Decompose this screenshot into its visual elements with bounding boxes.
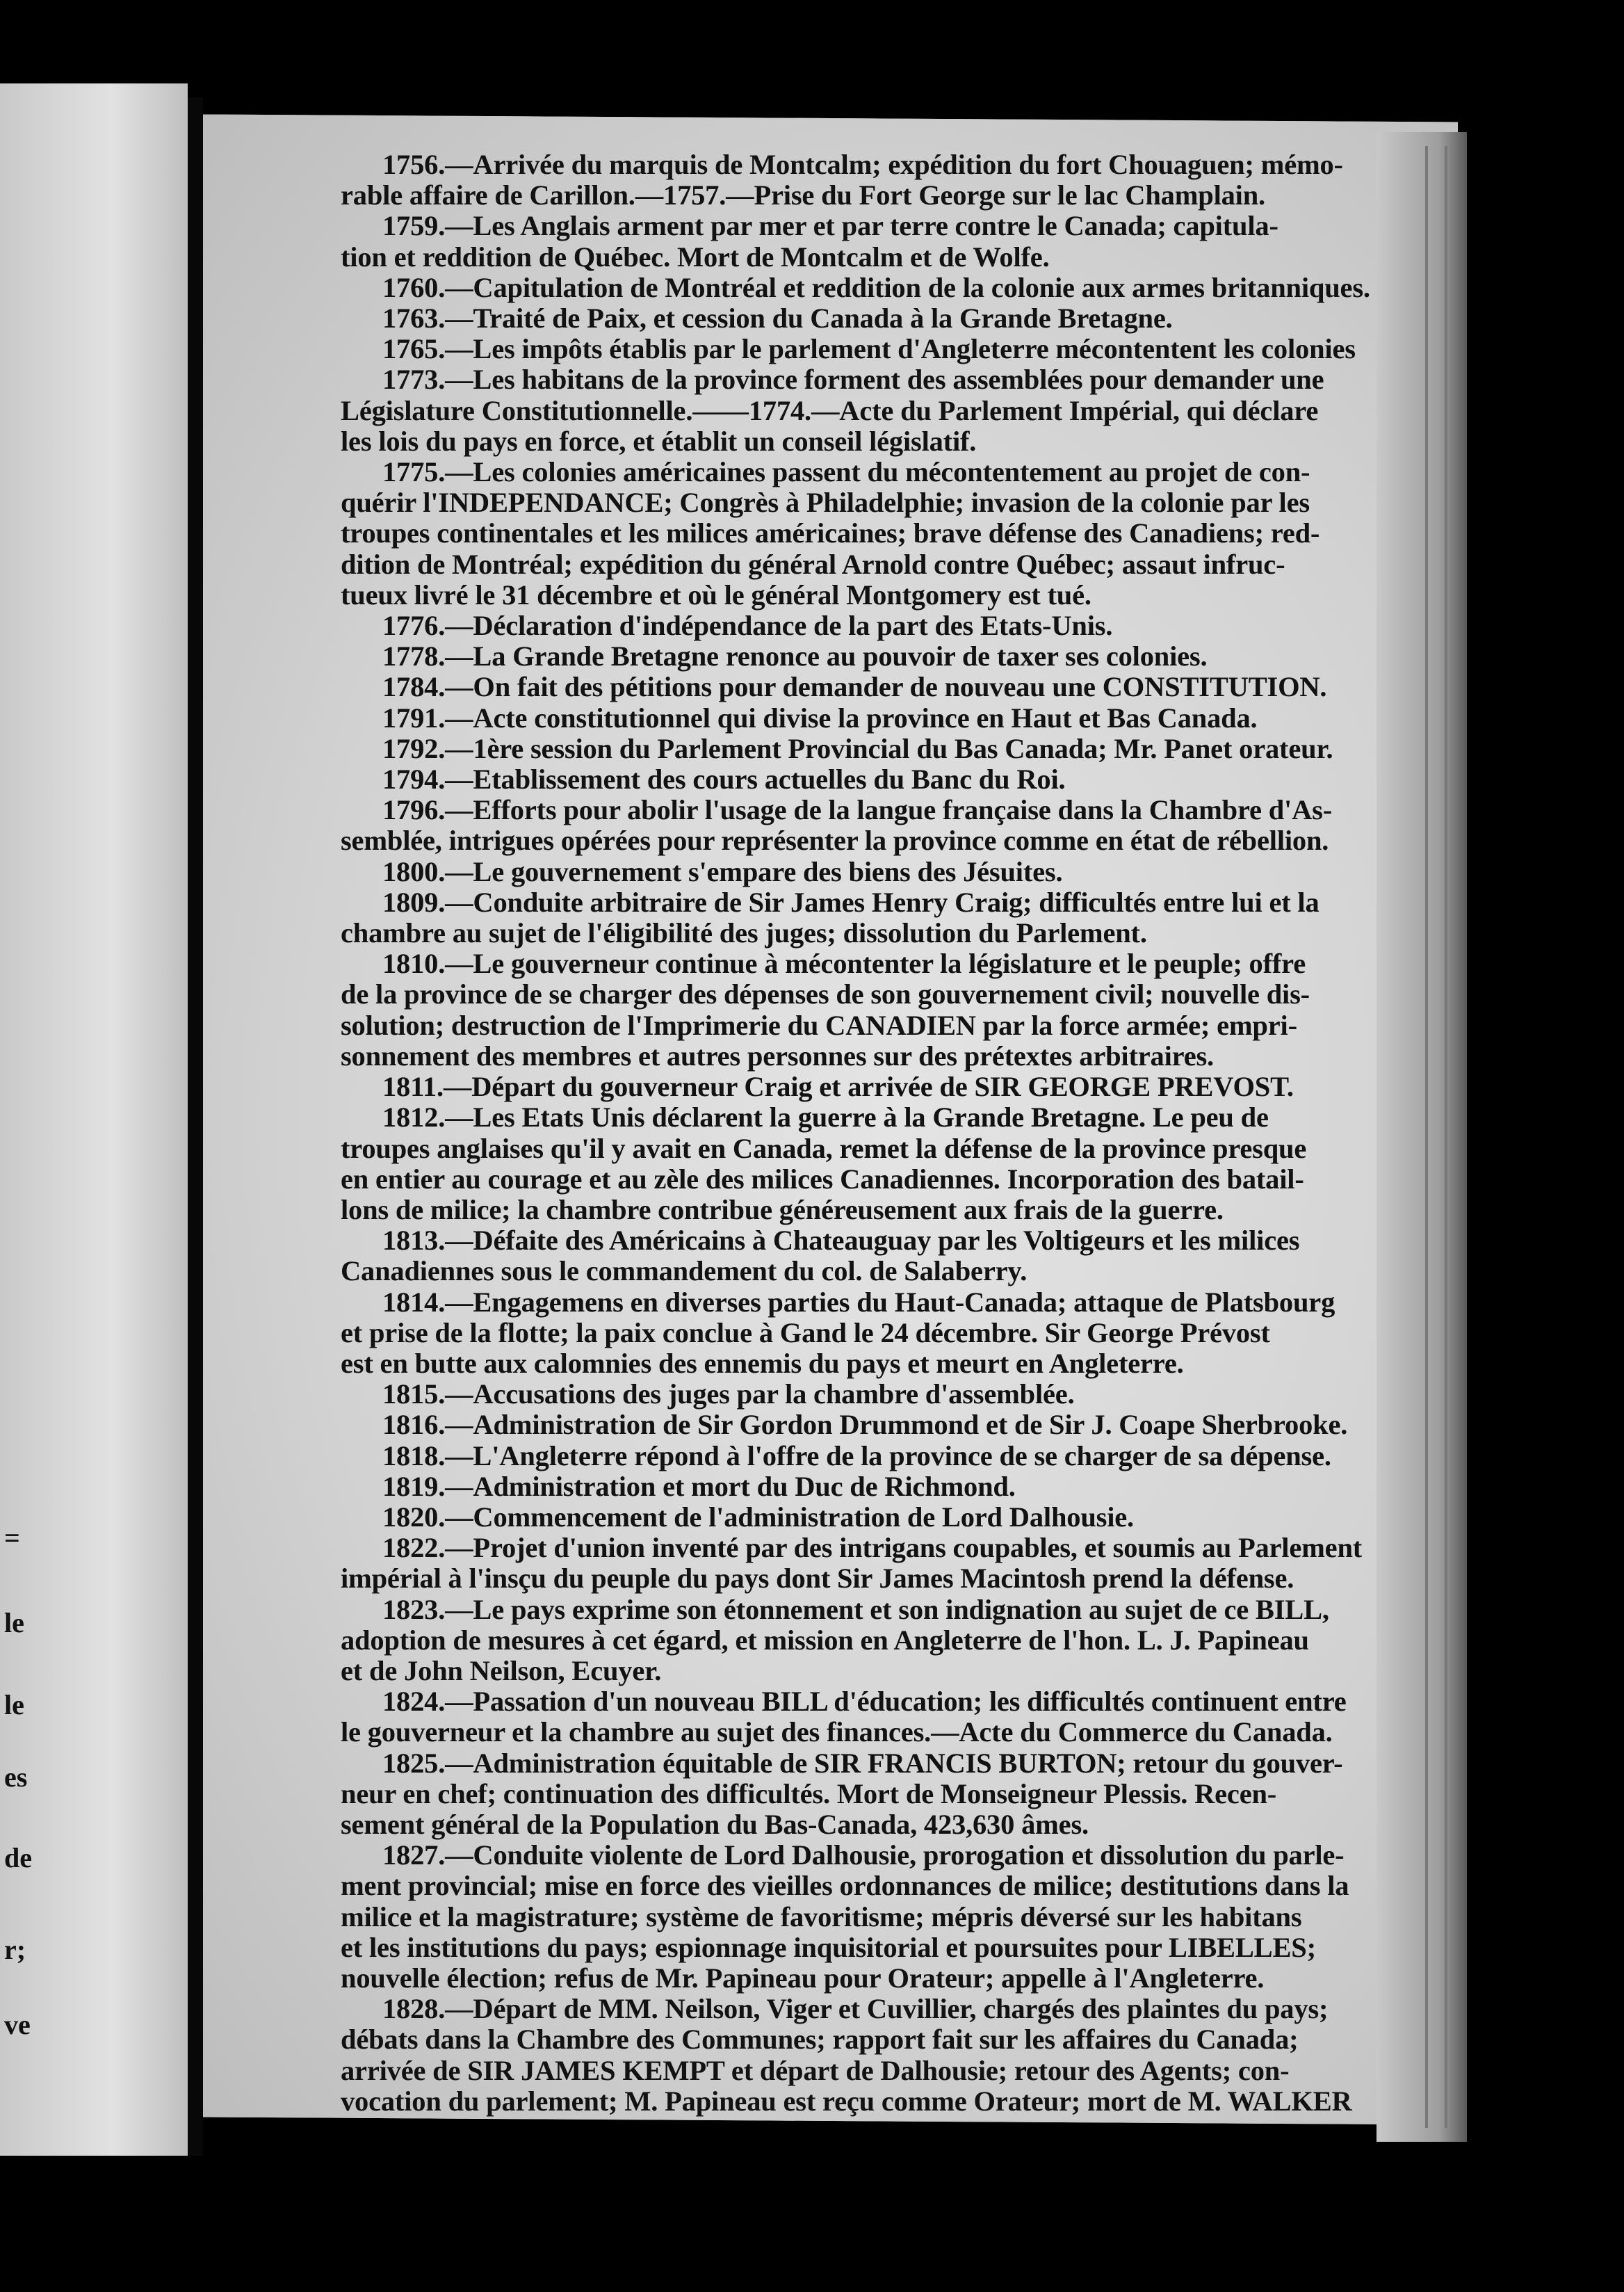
- text-line: quérir l'INDEPENDANCE; Congrès à Philadelphie; invasion de la colonie par les: [341, 487, 1310, 519]
- text-line: neur en chef; continuation des difficultés. Mort de Monseigneur Plessis. Recen-: [341, 1777, 1277, 1809]
- text-line: 1823.—Le pays exprime son étonnement et son indignation au sujet de ce BILL,: [382, 1593, 1329, 1625]
- text-line: 1810.—Le gouverneur continue à mécontenter la législature et le peuple; offre: [382, 948, 1306, 980]
- left-page-fragment: =: [4, 1522, 20, 1553]
- text-line: 1811.—Départ du gouverneur Craig et arrivée de SIR GEORGE PREVOST.: [382, 1071, 1294, 1103]
- text-line: semblée, intrigues opérées pour représenter la province comme en état de rébellion.: [341, 825, 1329, 857]
- text-line: 1784.—On fait des pétitions pour demander de nouveau une CONSTITUTION.: [382, 671, 1327, 703]
- text-line: Législature Constitutionnelle.——1774.—Acte du Parlement Impérial, qui déclare: [341, 394, 1319, 426]
- text-line: vocation du parlement; M. Papineau est reçu comme Orateur; mort de M. WALKER: [341, 2085, 1352, 2117]
- text-line: 1816.—Administration de Sir Gordon Drummond et de Sir J. Coape Sherbrooke.: [382, 1409, 1348, 1441]
- text-line: 1814.—Engagemens en diverses parties du Haut-Canada; attaque de Platsbourg: [382, 1286, 1335, 1318]
- text-line: 1763.—Traité de Paix, et cession du Canada à la Grande Bretagne.: [382, 302, 1173, 334]
- text-line: ment provincial; mise en force des vieilles ordonnances de milice; destitutions dans la: [341, 1870, 1349, 1902]
- text-line: nouvelle élection; refus de Mr. Papineau pour Orateur; appelle à l'Angleterre.: [341, 1962, 1265, 1994]
- text-line: 1820.—Commencement de l'administration de Lord Dalhousie.: [382, 1501, 1134, 1533]
- chronology-text: [341, 150, 1397, 2117]
- text-line: en entier au courage et au zèle des milices Canadiennes. Incorporation des batail-: [341, 1163, 1304, 1195]
- text-line: tion et reddition de Québec. Mort de Montcalm et de Wolfe.: [341, 241, 1050, 273]
- text-line: 1792.—1ère session du Parlement Provincial du Bas Canada; Mr. Panet orateur.: [382, 732, 1333, 764]
- text-line: 1791.—Acte constitutionnel qui divise la province en Haut et Bas Canada.: [382, 702, 1258, 734]
- left-page-fragment: r;: [4, 1934, 26, 1965]
- text-line: 1776.—Déclaration d'indépendance de la part des Etats-Unis.: [382, 610, 1113, 642]
- text-line: les lois du pays en force, et établit un conseil législatif.: [341, 425, 977, 457]
- text-line: 1760.—Capitulation de Montréal et reddition de la colonie aux armes britanniques.: [382, 271, 1370, 303]
- text-line: 1775.—Les colonies américaines passent du mécontentement au projet de con-: [382, 456, 1310, 488]
- text-line: 1765.—Les impôts établis par le parlement d'Angleterre mécontentent les colonies: [382, 333, 1356, 365]
- text-line: 1756.—Arrivée du marquis de Montcalm; expédition du fort Chouaguen; mémo-: [382, 149, 1343, 180]
- text-line: tueux livré le 31 décembre et où le général Montgomery est tué.: [341, 579, 1091, 611]
- text-line: 1812.—Les Etats Unis déclarent la guerre à la Grande Bretagne. Le peu de: [382, 1101, 1269, 1133]
- text-line: 1794.—Etablissement des cours actuelles du Banc du Roi.: [382, 764, 1066, 796]
- text-line: troupes continentales et les milices américaines; brave défense des Canadiens; red-: [341, 517, 1320, 549]
- left-page-fragment: es: [4, 1761, 28, 1793]
- text-line: dition de Montréal; expédition du général Arnold contre Québec; assaut infruc-: [341, 548, 1285, 580]
- text-line: 1818.—L'Angleterre répond à l'offre de la province de se charger de sa dépense.: [382, 1439, 1331, 1471]
- text-line: chambre au sujet de l'éligibilité des juges; dissolution du Parlement.: [341, 917, 1147, 949]
- text-line: 1813.—Défaite des Américains à Chateauguay par les Voltigeurs et les milices: [382, 1225, 1300, 1257]
- text-line: sement général de la Population du Bas-Canada, 423,630 âmes.: [341, 1808, 1089, 1840]
- text-line: arrivée de SIR JAMES KEMPT et départ de Dalhousie; retour des Agents; con-: [341, 2054, 1290, 2086]
- text-line: et de John Neilson, Ecuyer.: [341, 1654, 662, 1686]
- text-line: solution; destruction de l'Imprimerie du CANADIEN par la force armée; empri-: [341, 1009, 1297, 1041]
- text-line: 1822.—Projet d'union inventé par des intrigans coupables, et soumis au Parlement: [382, 1532, 1363, 1564]
- text-line: débats dans la Chambre des Communes; rapport fait sur les affaires du Canada;: [341, 2024, 1299, 2056]
- text-line: lons de milice; la chambre contribue généreusement aux frais de la guerre.: [341, 1193, 1224, 1225]
- text-line: 1759.—Les Anglais arment par mer et par terre contre le Canada; capitula-: [382, 210, 1278, 242]
- page-edge-line: [1425, 146, 1428, 2128]
- text-line: troupes anglaises qu'il y avait en Canada, remet la défense de la province presque: [341, 1132, 1307, 1164]
- text-line: rable affaire de Carillon.—1757.—Prise du Fort George sur le lac Champlain.: [341, 179, 1265, 211]
- text-line: et les institutions du pays; espionnage inquisitorial et poursuites pour LIBELLES;: [341, 1931, 1316, 1963]
- text-line: 1819.—Administration et mort du Duc de Richmond.: [382, 1470, 1016, 1502]
- text-line: 1824.—Passation d'un nouveau BILL d'éducation; les difficultés continuent entre: [382, 1686, 1347, 1718]
- text-line: le gouverneur et la chambre au sujet des finances.—Acte du Commerce du Canada.: [341, 1716, 1333, 1748]
- text-line: Canadiennes sous le commandement du col. de Salaberry.: [341, 1255, 1028, 1287]
- text-line: impérial à l'insçu du peuple du pays dont Sir James Macintosh prend la défense.: [341, 1563, 1294, 1595]
- text-line: et prise de la flotte; la paix conclue à Gand le 24 décembre. Sir George Prévost: [341, 1316, 1270, 1348]
- text-line: milice et la magistrature; système de favoritisme; mépris déversé sur les habitans: [341, 1900, 1302, 1932]
- text-line: de la province de se charger des dépenses de son gouvernement civil; nouvelle dis-: [341, 978, 1310, 1010]
- text-line: sonnement des membres et autres personnes sur des prétextes arbitraires.: [341, 1040, 1214, 1072]
- text-line: adoption de mesures à cet égard, et mission en Angleterre de l'hon. L. J. Papineau: [341, 1624, 1309, 1656]
- book-gutter: [188, 97, 203, 2156]
- left-page-fragment: le: [4, 1689, 24, 1720]
- left-facing-page: [0, 83, 188, 2156]
- left-page-fragment: ve: [4, 2009, 31, 2040]
- left-page-fragment: de: [4, 1842, 32, 1873]
- text-line: est en butte aux calomnies des ennemis du pays et meurt en Angleterre.: [341, 1347, 1184, 1379]
- text-line: 1800.—Le gouvernement s'empare des biens des Jésuites.: [382, 855, 1063, 887]
- text-line: 1828.—Départ de MM. Neilson, Viger et Cuvillier, chargés des plaintes du pays;: [382, 1993, 1329, 2025]
- text-line: 1827.—Conduite violente de Lord Dalhousie, prorogation et dissolution du parle-: [382, 1839, 1345, 1871]
- text-line: 1825.—Administration équitable de SIR FRANCIS BURTON; retour du gouver-: [382, 1747, 1343, 1779]
- text-line: 1796.—Efforts pour abolir l'usage de la langue française dans la Chambre d'As-: [382, 794, 1333, 826]
- text-line: 1778.—La Grande Bretagne renonce au pouvoir de taxer ses colonies.: [382, 640, 1208, 672]
- page-edge-line: [1445, 146, 1447, 2128]
- text-line: 1815.—Accusations des juges par la chambre d'assemblée.: [382, 1378, 1075, 1410]
- text-line: 1809.—Conduite arbitraire de Sir James Henry Craig; difficultés entre lui et la: [382, 886, 1320, 918]
- text-line: 1773.—Les habitans de la province forment des assemblées pour demander une: [382, 364, 1324, 396]
- left-page-fragment: le: [4, 1607, 24, 1638]
